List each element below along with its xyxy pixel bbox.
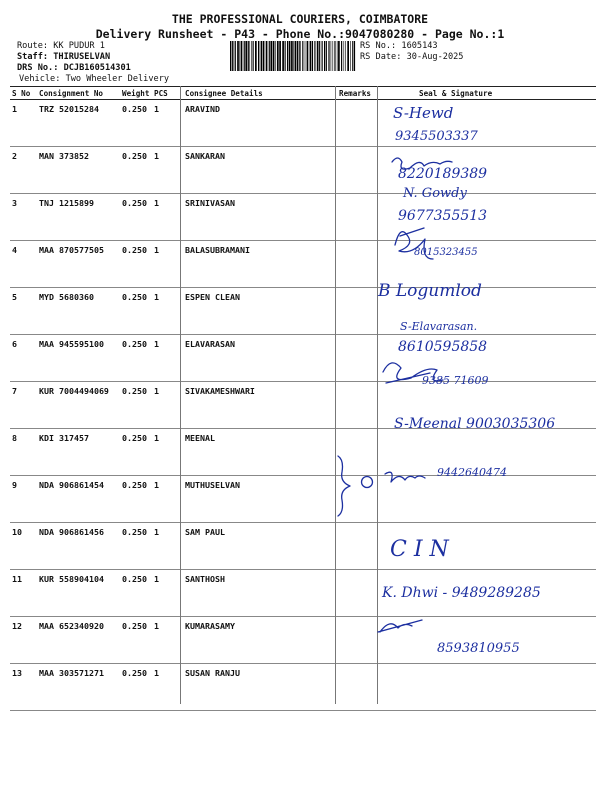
barcode-bar <box>244 41 245 71</box>
barcode-bar <box>287 41 288 71</box>
table-row <box>10 194 596 241</box>
cell-consignee: ESPEN CLEAN <box>183 288 337 335</box>
cell-sno: 4 <box>10 241 37 288</box>
staff-info: Staff: THIRUSELVAN <box>17 52 111 62</box>
cell-remarks <box>337 100 379 147</box>
barcode-bar <box>273 41 275 71</box>
cell-consignee: SIVAKAMESHWARI <box>183 382 337 429</box>
table-row <box>10 241 596 288</box>
col-divider <box>377 86 378 704</box>
barcode-bar <box>341 41 342 71</box>
barcode-bar <box>251 41 252 71</box>
cell-signature <box>379 617 596 664</box>
table-row <box>10 617 596 664</box>
cell-remarks <box>337 194 379 241</box>
barcode-bar <box>245 41 247 71</box>
barcode-bar <box>324 41 325 71</box>
barcode-bar <box>319 41 320 71</box>
cell-consignment-no: KUR 558904104 <box>37 570 120 617</box>
signature-row-11-text: C I N <box>390 537 449 562</box>
cell-signature <box>379 429 596 476</box>
cell-consignment-no: KUR 7004494069 <box>37 382 120 429</box>
barcode-bar <box>322 41 323 71</box>
barcode-bar <box>326 41 327 71</box>
cell-sno: 6 <box>10 335 37 382</box>
barcode-bar <box>337 41 338 71</box>
cell-consignment-no: KDI 317457 <box>37 429 120 476</box>
table-row <box>10 335 596 382</box>
cell-sno: 3 <box>10 194 37 241</box>
cell-sno: 10 <box>10 523 37 570</box>
cell-consignee: SANTHOSH <box>183 570 337 617</box>
cell-weight: 0.250 <box>120 570 152 617</box>
cell-pcs: 1 <box>152 288 183 335</box>
cell-pcs: 1 <box>152 194 183 241</box>
cell-weight: 0.250 <box>120 617 152 664</box>
table-header-row <box>10 87 596 100</box>
drs-number: DRS No.: DCJB160514301 <box>17 63 131 73</box>
cell-signature <box>379 570 596 617</box>
barcode-bar <box>331 41 332 71</box>
barcode-bar <box>237 41 239 71</box>
cell-consignee: SRINIVASAN <box>183 194 337 241</box>
cell-sno: 2 <box>10 147 37 194</box>
barcode-bar <box>232 41 233 71</box>
rs-date: RS Date: 30-Aug-2025 <box>360 52 464 62</box>
col-divider <box>180 86 181 704</box>
signature-row-3-phone: 9677355513 <box>398 208 488 224</box>
cell-remarks <box>337 335 379 382</box>
barcode-bar <box>344 41 345 71</box>
table-row <box>10 523 596 570</box>
company-title: THE PROFESSIONAL COURIERS, COIMBATORE <box>171 12 429 26</box>
table-row <box>10 382 596 429</box>
cell-pcs: 1 <box>152 570 183 617</box>
barcode-bar <box>302 41 303 71</box>
barcode-bar <box>241 41 243 71</box>
cell-pcs: 1 <box>152 335 183 382</box>
barcode <box>230 41 356 71</box>
barcode-bar <box>338 41 340 71</box>
cell-remarks <box>337 664 379 711</box>
barcode-bar <box>269 41 270 71</box>
signature-row-6-phone: 8610595858 <box>398 339 488 355</box>
runsheet-table <box>10 86 596 711</box>
cell-signature <box>379 288 596 335</box>
cell-remarks <box>337 476 379 523</box>
signature-row-5-name: B Logumlod <box>378 281 482 301</box>
cell-remarks <box>337 570 379 617</box>
barcode-bar <box>239 41 240 71</box>
cell-consignee: MEENAL <box>183 429 337 476</box>
cell-consignment-no: TNJ 1215899 <box>37 194 120 241</box>
table-row <box>10 476 596 523</box>
signature-row-3-name: N. Gowdy <box>403 186 467 201</box>
barcode-bar <box>354 41 355 71</box>
cell-consignee: KUMARASAMY <box>183 617 337 664</box>
cell-signature <box>379 523 596 570</box>
signature-row-1-name: S-Hewd <box>393 104 454 122</box>
barcode-bar <box>260 41 261 71</box>
signature-row-8-text: S-Meenal 9003035306 <box>394 416 556 432</box>
table-row <box>10 288 596 335</box>
barcode-bar <box>297 41 298 71</box>
cell-weight: 0.250 <box>120 523 152 570</box>
cell-consignment-no: MAA 303571271 <box>37 664 120 711</box>
barcode-bar <box>314 41 315 71</box>
barcode-bar <box>310 41 312 71</box>
barcode-bar <box>333 41 334 71</box>
cell-weight: 0.250 <box>120 100 152 147</box>
barcode-bar <box>275 41 276 71</box>
cell-signature <box>379 100 596 147</box>
barcode-bar <box>253 41 254 71</box>
barcode-bar <box>255 41 257 71</box>
cell-pcs: 1 <box>152 100 183 147</box>
barcode-bar <box>261 41 262 71</box>
cell-weight: 0.250 <box>120 288 152 335</box>
col-sno: S No <box>10 87 37 100</box>
cell-signature <box>379 476 596 523</box>
vehicle-info: Vehicle: Two Wheeler Delivery <box>19 74 170 84</box>
barcode-bar <box>317 41 319 71</box>
barcode-bar <box>293 41 294 71</box>
cell-consignment-no: TRZ 52015284 <box>37 100 120 147</box>
table-row <box>10 147 596 194</box>
barcode-bar <box>248 41 249 71</box>
cell-signature <box>379 147 596 194</box>
cell-remarks <box>337 147 379 194</box>
barcode-bar <box>345 41 346 71</box>
cell-sno: 9 <box>10 476 37 523</box>
cell-signature <box>379 335 596 382</box>
cell-consignee: SAM PAUL <box>183 523 337 570</box>
barcode-bar <box>300 41 301 71</box>
cell-pcs: 1 <box>152 147 183 194</box>
signature-row-2-phone: 8220189389 <box>398 166 488 182</box>
cell-consignment-no: MAA 945595100 <box>37 335 120 382</box>
cell-sno: 7 <box>10 382 37 429</box>
barcode-bar <box>312 41 313 71</box>
barcode-bar <box>334 41 335 71</box>
col-weight: Weight <box>120 87 152 100</box>
signature-row-13-phone: 8593810955 <box>437 641 520 656</box>
cell-pcs: 1 <box>152 382 183 429</box>
table-row <box>10 664 596 711</box>
cell-remarks <box>337 241 379 288</box>
cell-consignment-no: MAN 373852 <box>37 147 120 194</box>
cell-remarks <box>337 523 379 570</box>
cell-pcs: 1 <box>152 429 183 476</box>
signature-row-12-text: K. Dhwi - 9489289285 <box>382 585 541 601</box>
cell-signature <box>379 382 596 429</box>
barcode-bar <box>329 41 330 71</box>
barcode-bar <box>270 41 272 71</box>
barcode-bar <box>266 41 268 71</box>
cell-consignment-no: MAA 652340920 <box>37 617 120 664</box>
rs-number: RS No.: 1605143 <box>360 41 438 51</box>
cell-weight: 0.250 <box>120 429 152 476</box>
barcode-bar <box>350 41 351 71</box>
table-row <box>10 100 596 147</box>
signature-row-1-phone: 9345503337 <box>395 129 478 144</box>
barcode-bar <box>279 41 281 71</box>
col-pcs: PCS <box>152 87 183 100</box>
cell-consignee: SUSAN RANJU <box>183 664 337 711</box>
barcode-bar <box>258 41 259 71</box>
cell-signature <box>379 241 596 288</box>
cell-sno: 11 <box>10 570 37 617</box>
cell-sno: 13 <box>10 664 37 711</box>
cell-pcs: 1 <box>152 664 183 711</box>
cell-consignee: SANKARAN <box>183 147 337 194</box>
cell-consignee: BALASUBRAMANI <box>183 241 337 288</box>
barcode-bar <box>299 41 300 71</box>
cell-consignment-no: NDA 906861454 <box>37 476 120 523</box>
cell-weight: 0.250 <box>120 194 152 241</box>
cell-remarks <box>337 429 379 476</box>
barcode-bar <box>352 41 353 71</box>
cell-consignment-no: MYD 5680360 <box>37 288 120 335</box>
cell-remarks <box>337 617 379 664</box>
cell-weight: 0.250 <box>120 335 152 382</box>
barcode-bar <box>234 41 235 71</box>
runsheet-subtitle: Delivery Runsheet - P43 - Phone No.:9047080280 - Page No.:1 <box>95 27 505 41</box>
cell-consignee: ARAVIND <box>183 100 337 147</box>
col-consignee: Consignee Details <box>183 87 337 100</box>
cell-consignee: ELAVARASAN <box>183 335 337 382</box>
cell-remarks <box>337 288 379 335</box>
cell-weight: 0.250 <box>120 476 152 523</box>
barcode-bar <box>285 41 286 71</box>
col-remarks: Remarks <box>337 87 379 100</box>
cell-consignee: MUTHUSELVAN <box>183 476 337 523</box>
barcode-bar <box>291 41 293 71</box>
cell-sno: 12 <box>10 617 37 664</box>
barcode-bar <box>235 41 236 71</box>
cell-signature <box>379 194 596 241</box>
barcode-bar <box>263 41 265 71</box>
col-signature: Seal & Signature <box>379 87 596 100</box>
barcode-bar <box>328 41 329 71</box>
signature-row-6-name: S-Elavarasan. <box>400 320 478 333</box>
cell-pcs: 1 <box>152 476 183 523</box>
barcode-bar <box>277 41 279 71</box>
cell-sno: 8 <box>10 429 37 476</box>
col-consignment: Consignment No <box>37 87 120 100</box>
cell-signature <box>379 664 596 711</box>
cell-pcs: 1 <box>152 523 183 570</box>
barcode-bar <box>249 41 250 71</box>
cell-remarks <box>337 382 379 429</box>
cell-consignment-no: NDA 906861456 <box>37 523 120 570</box>
barcode-bar <box>282 41 284 71</box>
cell-weight: 0.250 <box>120 147 152 194</box>
col-divider <box>335 86 336 704</box>
barcode-bar <box>307 41 309 71</box>
cell-weight: 0.250 <box>120 241 152 288</box>
cell-consignment-no: MAA 870577505 <box>37 241 120 288</box>
table-row <box>10 570 596 617</box>
route-info: Route: KK PUDUR 1 <box>17 41 105 51</box>
barcode-bar <box>305 41 306 71</box>
barcode-bar <box>230 41 231 71</box>
cell-weight: 0.250 <box>120 382 152 429</box>
barcode-bar <box>295 41 297 71</box>
cell-pcs: 1 <box>152 617 183 664</box>
signature-row-9-10-phone: 9442640474 <box>437 466 507 479</box>
table-row <box>10 429 596 476</box>
cell-weight: 0.250 <box>120 664 152 711</box>
barcode-bar <box>289 41 291 71</box>
cell-pcs: 1 <box>152 241 183 288</box>
signature-row-4-phone: 8015323455 <box>414 247 478 258</box>
cell-sno: 1 <box>10 100 37 147</box>
signature-row-7-phone: 9385 71609 <box>422 374 489 387</box>
barcode-bar <box>347 41 349 71</box>
cell-sno: 5 <box>10 288 37 335</box>
